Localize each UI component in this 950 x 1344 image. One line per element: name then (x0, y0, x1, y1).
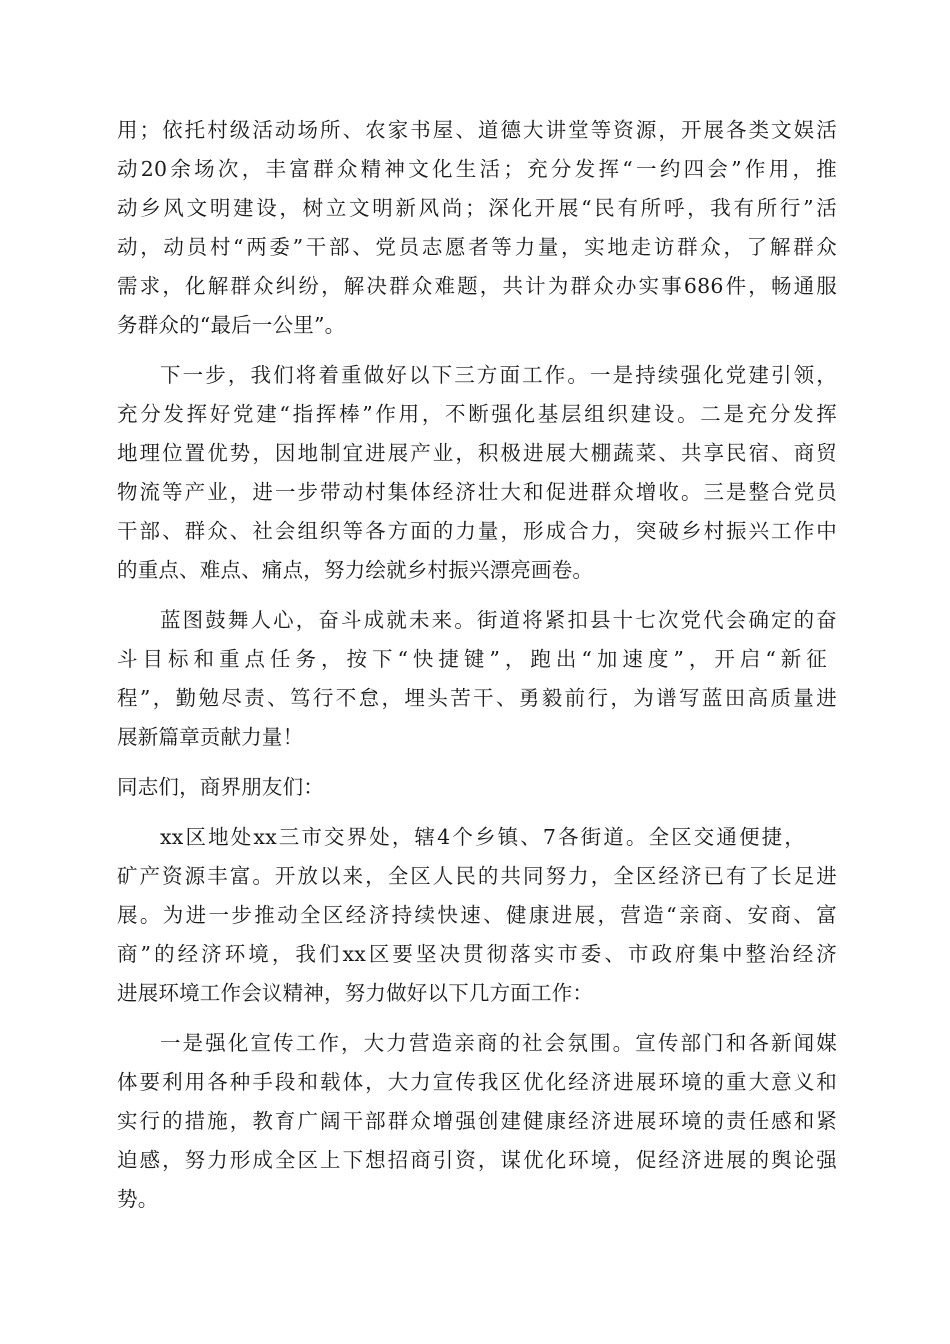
paragraph-6-line-4: 迫感，努力形成全区上下想招商引资，谋优化环境，促经济进展的舆论强 (117, 1148, 837, 1172)
paragraph-2-line-2: 充分发挥好党建“指挥棒”作用，不断强化基层组织建设。二是充分发挥 (117, 402, 837, 426)
paragraph-5-line-5: 进展环境工作会议精神，努力做好以下几方面工作： (117, 981, 594, 1005)
paragraph-5-line-3: 展。为进一步推动全区经济持续快速、健康进展，营造“亲商、安商、富 (117, 903, 837, 927)
paragraph-3-line-4: 展新篇章贡献力量！ (117, 725, 304, 749)
paragraph-1-line-2: 动20余场次，丰富群众精神文化生活；充分发挥“一约四会”作用，推 (117, 157, 837, 181)
paragraph-6-line-2: 体要利用各种手段和载体，大力宣传我区优化经济进展环境的重大意义和 (117, 1070, 837, 1094)
paragraph-5-line-4: 商”的经济环境，我们xx区要坚决贯彻落实市委、市政府集中整治经济 (117, 942, 837, 966)
paragraph-6-line-3: 实行的措施，教育广阔干部群众增强创建健康经济进展环境的责任感和紧 (117, 1109, 837, 1133)
paragraph-5-line-2: 矿产资源丰富。开放以来，全区人民的共同努力，全区经济已有了长足进 (117, 864, 837, 888)
paragraph-2-line-6: 的重点、难点、痛点，努力绘就乡村振兴漂亮画卷。 (117, 558, 594, 582)
paragraph-2-line-4: 物流等产业，进一步带动村集体经济壮大和促进群众增收。三是整合党员 (117, 480, 837, 504)
paragraph-2-line-1: 下一步，我们将着重做好以下三方面工作。一是持续强化党建引领， (160, 363, 837, 387)
paragraph-1-line-5: 需求，化解群众纠纷，解决群众难题，共计为群众办实事686件，畅通服 (117, 274, 837, 298)
paragraph-3-line-1: 蓝图鼓舞人心，奋斗成就未来。街道将紧扣县十七次党代会确定的奋 (160, 608, 837, 632)
paragraph-3-line-2: 斗目标和重点任务，按下“快捷键”，跑出“加速度”，开启“新征 (117, 647, 827, 671)
paragraph-1-line-1: 用；依托村级活动场所、农家书屋、道德大讲堂等资源，开展各类文娱活 (117, 118, 837, 142)
paragraph-2-line-3: 地理位置优势，因地制宜进展产业，积极进展大棚蔬菜、共享民宿、商贸 (117, 441, 837, 465)
paragraph-5-line-1: xx区地处xx三市交界处，辖4个乡镇、7各街道。全区交通便捷， (160, 825, 805, 849)
paragraph-1-line-6: 务群众的“最后一公里”。 (117, 313, 346, 337)
salutation-line: 同志们，商界朋友们： (117, 775, 324, 799)
paragraph-6-line-1: 一是强化宣传工作，大力营造亲商的社会氛围。宣传部门和各新闻媒 (160, 1031, 837, 1055)
paragraph-1-line-3: 动乡风文明建设，树立文明新风尚；深化开展“民有所呼，我有所行”活 (117, 196, 837, 220)
paragraph-2-line-5: 干部、群众、社会组织等各方面的力量，形成合力，突破乡村振兴工作中 (117, 519, 837, 543)
paragraph-1-line-4: 动，动员村“两委”干部、党员志愿者等力量，实地走访群众，了解群众 (117, 235, 837, 259)
paragraph-6-line-5: 势。 (117, 1187, 159, 1211)
paragraph-3-line-3: 程”，勤勉尽责、笃行不怠，埋头苦干、勇毅前行，为谱写蓝田高质量进 (117, 686, 837, 710)
